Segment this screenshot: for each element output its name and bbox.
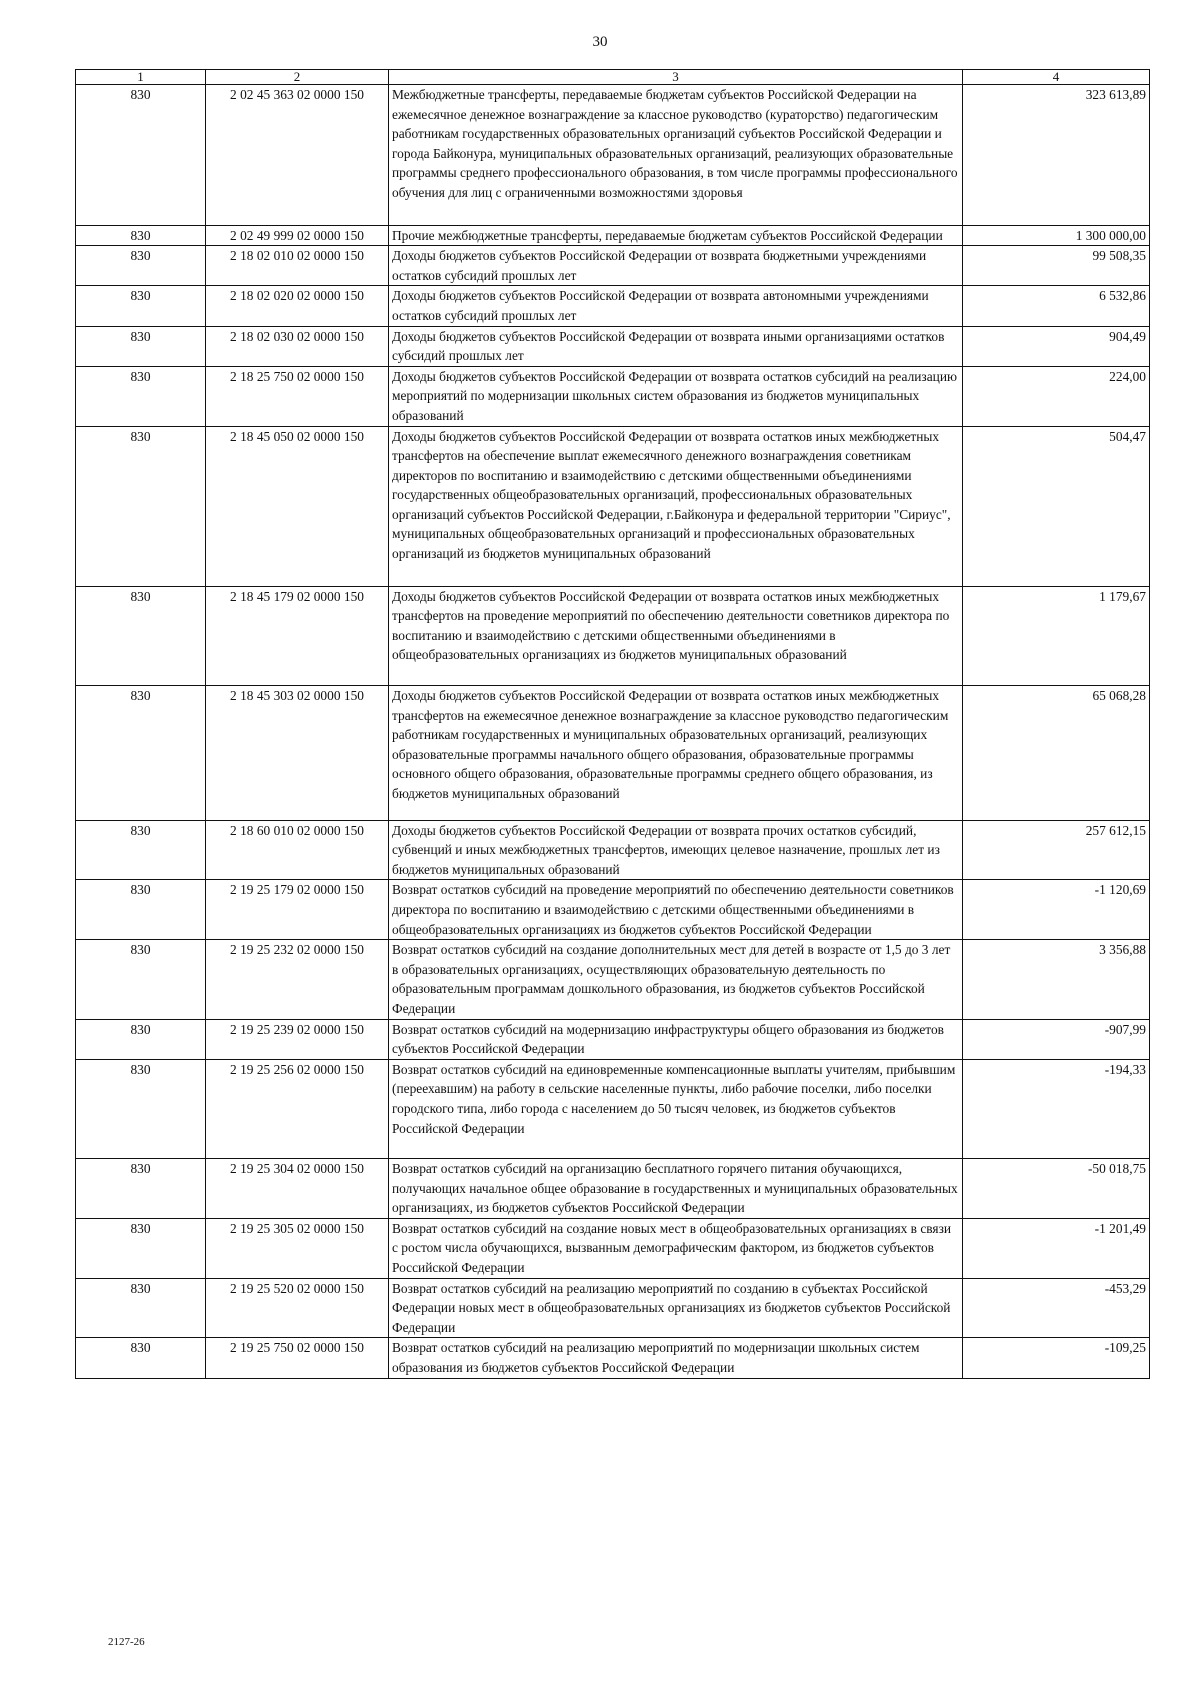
- admin-code-cell: 830: [76, 225, 206, 246]
- budget-code-cell: 2 19 25 179 02 0000 150: [206, 880, 389, 940]
- amount-cell: -453,29: [963, 1278, 1150, 1338]
- table-row: [76, 1059, 1150, 1158]
- table-row: [76, 286, 1150, 326]
- description-cell: Доходы бюджетов субъектов Российской Федерации от возврата остатков иных межбюджетных трансфертов на ежемесячное денежное вознаграждение за классное руководство педагогическим работникам государственных и муниципальных образовательных организаций, реализующих образовательные программы начального общего образования, образовательные программы основного общего образования, образовательные программы среднего общего образования, из бюджетов муниципальных образований: [389, 686, 963, 821]
- table-row: [76, 326, 1150, 366]
- budget-code-cell: 2 18 45 179 02 0000 150: [206, 586, 389, 685]
- amount-cell: 3 356,88: [963, 940, 1150, 1019]
- description-cell: Возврат остатков субсидий на единовременные компенсационные выплаты учителям, прибывшим (переехавшим) на работу в сельские населенные пункты, либо рабочие поселки, либо поселки городского типа, либо города с населением до 50 тысяч человек, из бюджетов субъектов Российской Федерации: [389, 1059, 963, 1158]
- budget-code-cell: 2 19 25 750 02 0000 150: [206, 1338, 389, 1378]
- amount-cell: 904,49: [963, 326, 1150, 366]
- amount-cell: -109,25: [963, 1338, 1150, 1378]
- budget-code-cell: 2 19 25 520 02 0000 150: [206, 1278, 389, 1338]
- budget-code-cell: 2 02 45 363 02 0000 150: [206, 85, 389, 226]
- table-row: [76, 366, 1150, 426]
- table-row: [76, 85, 1150, 226]
- header-cell: 4: [963, 70, 1150, 85]
- amount-cell: -194,33: [963, 1059, 1150, 1158]
- amount-cell: 1 179,67: [963, 586, 1150, 685]
- budget-code-cell: 2 18 02 030 02 0000 150: [206, 326, 389, 366]
- description-cell: Возврат остатков субсидий на организацию бесплатного горячего питания обучающихся, получающих начальное общее образование в государственных и муниципальных образовательных организациях, из бюджетов субъектов Российской Федерации: [389, 1159, 963, 1219]
- budget-table: [75, 69, 1150, 1379]
- admin-code-cell: 830: [76, 820, 206, 880]
- table-row: [76, 940, 1150, 1019]
- admin-code-cell: 830: [76, 246, 206, 286]
- admin-code-cell: 830: [76, 426, 206, 586]
- admin-code-cell: 830: [76, 880, 206, 940]
- budget-code-cell: 2 19 25 305 02 0000 150: [206, 1218, 389, 1278]
- table-row: [76, 225, 1150, 246]
- header-row: [76, 70, 1150, 85]
- admin-code-cell: 830: [76, 85, 206, 226]
- description-cell: Межбюджетные трансферты, передаваемые бюджетам субъектов Российской Федерации на ежемесячное денежное вознаграждение за классное руководство (кураторство) педагогическим работникам государственных образовательных организаций субъектов Российской Федерации и города Байконура, муниципальных образовательных организаций, реализующих образовательные программы среднего профессионального образования, в том числе программы профессионального обучения для лиц с ограниченными возможностями здоровья: [389, 85, 963, 226]
- amount-cell: -50 018,75: [963, 1159, 1150, 1219]
- admin-code-cell: 830: [76, 1019, 206, 1059]
- admin-code-cell: 830: [76, 366, 206, 426]
- description-cell: Возврат остатков субсидий на проведение мероприятий по обеспечению деятельности советников директора по воспитанию и взаимодействию с детскими общественными объединениями в общеобразовательных организациях из бюджетов субъектов Российской Федерации: [389, 880, 963, 940]
- description-cell: Доходы бюджетов субъектов Российской Федерации от возврата иными организациями остатков субсидий прошлых лет: [389, 326, 963, 366]
- budget-code-cell: 2 18 02 020 02 0000 150: [206, 286, 389, 326]
- admin-code-cell: 830: [76, 686, 206, 821]
- header-cell: 2: [206, 70, 389, 85]
- admin-code-cell: 830: [76, 940, 206, 1019]
- description-cell: Доходы бюджетов субъектов Российской Федерации от возврата остатков иных межбюджетных трансфертов на обеспечение выплат ежемесячного денежного вознаграждения советникам директоров по воспитанию и взаимодействию с детскими общественными объединениями государственных общеобразовательных организаций, профессиональных образовательных организаций субъектов Российской Федерации, г.Байконура и федеральной территории "Сириус", муниципальных общеобразовательных организаций и профессиональных образовательных организаций из бюджетов муниципальных образований: [389, 426, 963, 586]
- admin-code-cell: 830: [76, 1059, 206, 1158]
- description-cell: Доходы бюджетов субъектов Российской Федерации от возврата остатков субсидий на реализацию мероприятий по модернизации школьных систем образования из бюджетов муниципальных образований: [389, 366, 963, 426]
- table-row: [76, 246, 1150, 286]
- budget-code-cell: 2 19 25 304 02 0000 150: [206, 1159, 389, 1219]
- table-row: [76, 686, 1150, 821]
- table-row: [76, 880, 1150, 940]
- amount-cell: 224,00: [963, 366, 1150, 426]
- amount-cell: 504,47: [963, 426, 1150, 586]
- doc-code: 2127-26: [108, 1636, 145, 1648]
- table-body: [76, 70, 1150, 1379]
- budget-code-cell: 2 18 02 010 02 0000 150: [206, 246, 389, 286]
- table-row: [76, 820, 1150, 880]
- budget-code-cell: 2 18 60 010 02 0000 150: [206, 820, 389, 880]
- description-cell: Возврат остатков субсидий на создание новых мест в общеобразовательных организациях в связи с ростом числа обучающихся, вызванным демографическим фактором, из бюджетов субъектов Российской Федерации: [389, 1218, 963, 1278]
- admin-code-cell: 830: [76, 1278, 206, 1338]
- amount-cell: 1 300 000,00: [963, 225, 1150, 246]
- description-cell: Доходы бюджетов субъектов Российской Федерации от возврата автономными учреждениями остатков субсидий прошлых лет: [389, 286, 963, 326]
- budget-code-cell: 2 18 25 750 02 0000 150: [206, 366, 389, 426]
- table-row: [76, 1159, 1150, 1219]
- budget-code-cell: 2 19 25 232 02 0000 150: [206, 940, 389, 1019]
- admin-code-cell: 830: [76, 1338, 206, 1378]
- budget-code-cell: 2 19 25 239 02 0000 150: [206, 1019, 389, 1059]
- description-cell: Возврат остатков субсидий на модернизацию инфраструктуры общего образования из бюджетов субъектов Российской Федерации: [389, 1019, 963, 1059]
- admin-code-cell: 830: [76, 586, 206, 685]
- budget-code-cell: 2 18 45 303 02 0000 150: [206, 686, 389, 821]
- table-row: [76, 1218, 1150, 1278]
- header-cell: 3: [389, 70, 963, 85]
- amount-cell: 6 532,86: [963, 286, 1150, 326]
- amount-cell: -1 120,69: [963, 880, 1150, 940]
- description-cell: Доходы бюджетов субъектов Российской Федерации от возврата бюджетными учреждениями остатков субсидий прошлых лет: [389, 246, 963, 286]
- description-cell: Доходы бюджетов субъектов Российской Федерации от возврата остатков иных межбюджетных трансфертов на проведение мероприятий по обеспечению деятельности советников директора по воспитанию и взаимодействию с детскими общественными объединениями в общеобразовательных организациях из бюджетов муниципальных образований: [389, 586, 963, 685]
- amount-cell: -1 201,49: [963, 1218, 1150, 1278]
- amount-cell: 65 068,28: [963, 686, 1150, 821]
- header-cell: 1: [76, 70, 206, 85]
- description-cell: Возврат остатков субсидий на реализацию мероприятий по модернизации школьных систем образования из бюджетов субъектов Российской Федерации: [389, 1338, 963, 1378]
- amount-cell: 257 612,15: [963, 820, 1150, 880]
- description-cell: Прочие межбюджетные трансферты, передаваемые бюджетам субъектов Российской Федерации: [389, 225, 963, 246]
- admin-code-cell: 830: [76, 1218, 206, 1278]
- table-row: [76, 426, 1150, 586]
- description-cell: Доходы бюджетов субъектов Российской Федерации от возврата прочих остатков субсидий, субвенций и иных межбюджетных трансфертов, имеющих целевое назначение, прошлых лет из бюджетов муниципальных образований: [389, 820, 963, 880]
- admin-code-cell: 830: [76, 1159, 206, 1219]
- budget-code-cell: 2 18 45 050 02 0000 150: [206, 426, 389, 586]
- budget-code-cell: 2 02 49 999 02 0000 150: [206, 225, 389, 246]
- amount-cell: 323 613,89: [963, 85, 1150, 226]
- table-row: [76, 586, 1150, 685]
- description-cell: Возврат остатков субсидий на создание дополнительных мест для детей в возрасте от 1,5 до 3 лет в образовательных организациях, осуществляющих образовательную деятельность по образовательным программам дошкольного образования, из бюджетов субъектов Российской Федерации: [389, 940, 963, 1019]
- admin-code-cell: 830: [76, 326, 206, 366]
- amount-cell: 99 508,35: [963, 246, 1150, 286]
- table-row: [76, 1019, 1150, 1059]
- description-cell: Возврат остатков субсидий на реализацию мероприятий по созданию в субъектах Российской Федерации новых мест в общеобразовательных организациях из бюджетов субъектов Российской Федерации: [389, 1278, 963, 1338]
- amount-cell: -907,99: [963, 1019, 1150, 1059]
- budget-code-cell: 2 19 25 256 02 0000 150: [206, 1059, 389, 1158]
- admin-code-cell: 830: [76, 286, 206, 326]
- table-row: [76, 1278, 1150, 1338]
- page-number: 30: [592, 34, 608, 50]
- table-row: [76, 1338, 1150, 1378]
